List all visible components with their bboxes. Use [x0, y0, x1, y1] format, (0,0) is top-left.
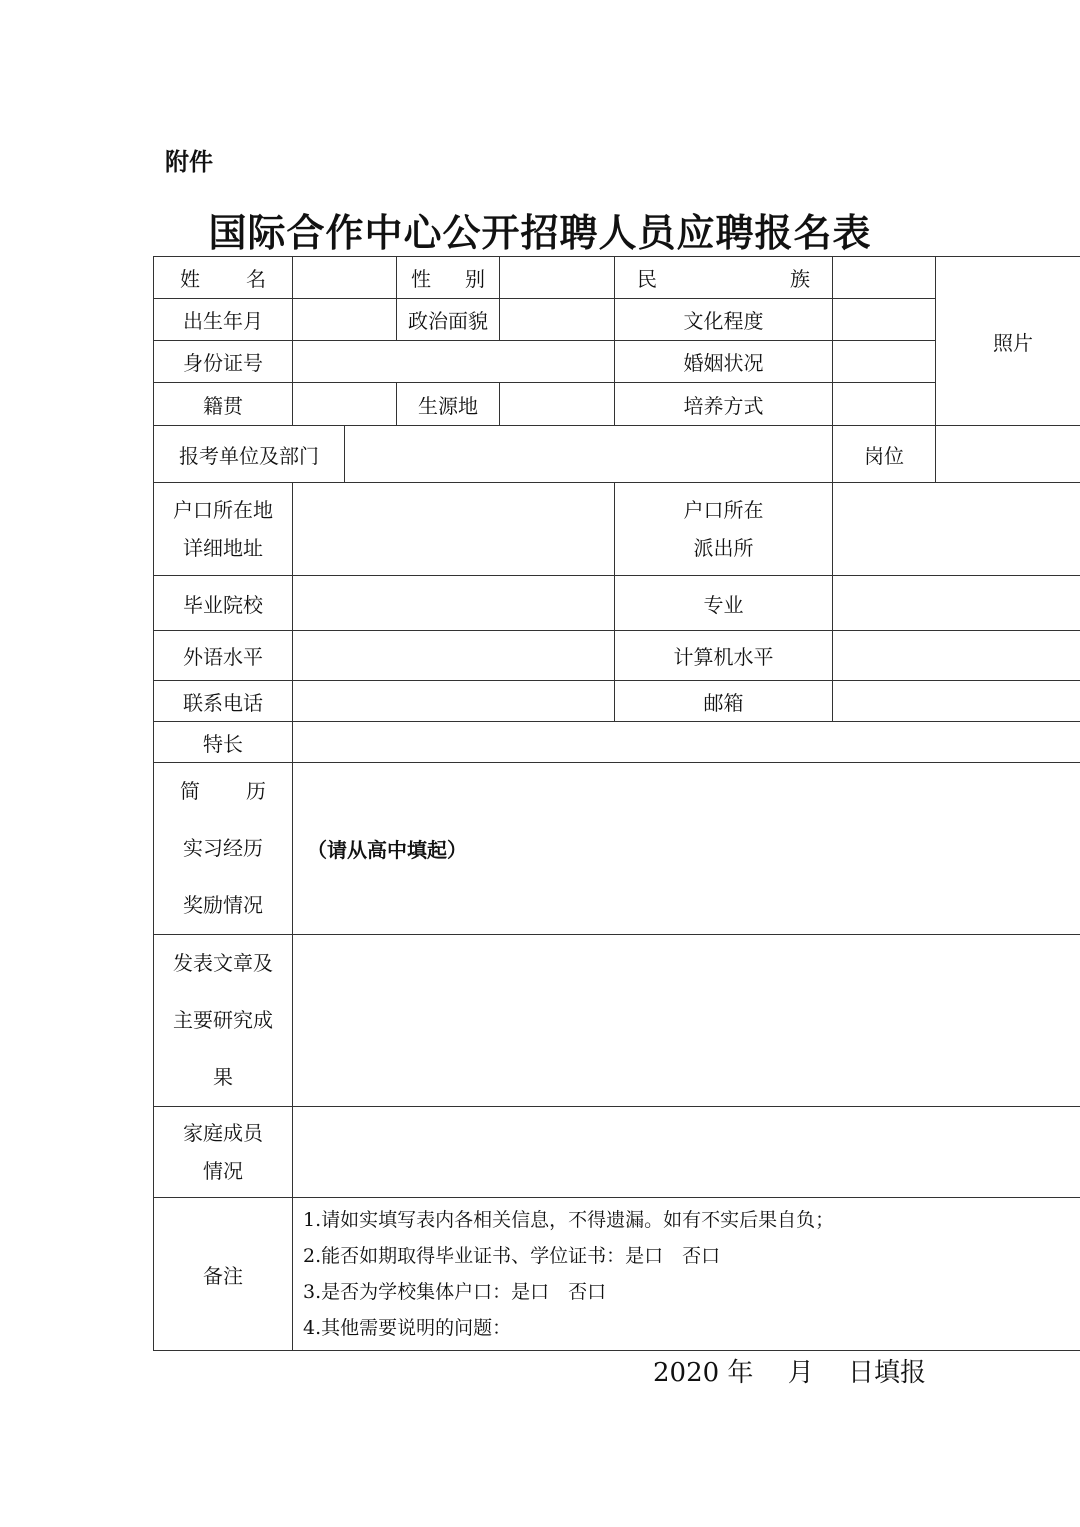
computer-label: 计算机水平: [615, 631, 833, 681]
school-field[interactable]: [293, 576, 615, 631]
specialty-label: 特长: [154, 722, 293, 763]
fill-date: 2020 年 月 日填报: [653, 1358, 926, 1388]
major-field[interactable]: [833, 576, 1080, 631]
id-number-field[interactable]: [293, 341, 615, 383]
photo-label: 照片: [993, 330, 1033, 355]
phone-field[interactable]: [293, 681, 615, 722]
family-label: 家庭成员 情况: [154, 1107, 293, 1198]
education-level-field[interactable]: [833, 299, 936, 341]
row-family: [154, 1107, 1080, 1198]
resume-hint: （请从高中填起）: [307, 838, 467, 862]
email-label: 邮箱: [615, 681, 833, 722]
hukou-police-label: 户口所在 派出所: [615, 483, 833, 576]
birth-label: 出生年月: [154, 299, 293, 341]
application-form-table: [153, 256, 1080, 1351]
political-label: 政治面貌: [397, 299, 500, 341]
position-label: 岗位: [833, 426, 936, 483]
row-basic-1: [154, 257, 1080, 299]
id-number-label: 身份证号: [154, 341, 293, 383]
hukou-police-field[interactable]: [833, 483, 1080, 576]
row-skills: [154, 631, 1080, 681]
marital-label: 婚姻状况: [615, 341, 833, 383]
row-resume: [154, 763, 1080, 935]
foreign-language-label: 外语水平: [154, 631, 293, 681]
attachment-label: 附件: [165, 148, 213, 176]
row-contact: [154, 681, 1080, 722]
form-title: 国际合作中心公开招聘人员应聘报名表: [208, 211, 872, 255]
native-place-field[interactable]: [293, 383, 397, 426]
foreign-language-field[interactable]: [293, 631, 615, 681]
school-label: 毕业院校: [154, 576, 293, 631]
row-applying: [154, 426, 1080, 483]
resume-label: 简 历 实习经历 奖励情况: [154, 763, 293, 935]
gender-label: 性 别: [397, 257, 500, 299]
remarks-content: [293, 1198, 1080, 1351]
remarks-label: 备注: [154, 1198, 293, 1351]
native-place-label: 籍贯: [154, 383, 293, 426]
name-label: 姓 名: [154, 257, 293, 299]
row-hukou: [154, 483, 1080, 576]
training-mode-field[interactable]: [833, 383, 936, 426]
remark-item-1: 1.请如实填写表内各相关信息，不得遗漏。如有不实后果自负；: [303, 1209, 835, 1231]
birth-field[interactable]: [293, 299, 397, 341]
applying-unit-label: 报考单位及部门: [154, 426, 345, 483]
gender-field[interactable]: [500, 257, 615, 299]
row-school: [154, 576, 1080, 631]
hukou-address-field[interactable]: [293, 483, 615, 576]
specialty-field[interactable]: [293, 722, 1080, 763]
photo-box[interactable]: [936, 257, 1080, 426]
publications-label: 发表文章及 主要研究成 果: [154, 935, 293, 1107]
major-label: 专业: [615, 576, 833, 631]
name-field[interactable]: [293, 257, 397, 299]
education-level-label: 文化程度: [615, 299, 833, 341]
row-publications: [154, 935, 1080, 1107]
hukou-address-label: 户口所在地 详细地址: [154, 483, 293, 576]
marital-field[interactable]: [833, 341, 936, 383]
remark-item-4: 4.其他需要说明的问题：: [303, 1317, 512, 1339]
origin-label: 生源地: [397, 383, 500, 426]
computer-field[interactable]: [833, 631, 1080, 681]
row-specialty: [154, 722, 1080, 763]
publications-field[interactable]: [293, 935, 1080, 1107]
phone-label: 联系电话: [154, 681, 293, 722]
resume-field[interactable]: [293, 763, 1080, 935]
political-field[interactable]: [500, 299, 615, 341]
applying-unit-field[interactable]: [345, 426, 833, 483]
training-mode-label: 培养方式: [615, 383, 833, 426]
ethnicity-field[interactable]: [833, 257, 936, 299]
row-remarks: [154, 1198, 1080, 1351]
ethnicity-label-cell: 民 族: [615, 257, 833, 299]
position-field[interactable]: [936, 426, 1080, 483]
origin-field[interactable]: [500, 383, 615, 426]
email-field[interactable]: [833, 681, 1080, 722]
remark-item-3: 3.是否为学校集体户口：是口 否口: [303, 1281, 607, 1303]
family-field[interactable]: [293, 1107, 1080, 1198]
remark-item-2: 2.能否如期取得毕业证书、学位证书：是口 否口: [303, 1245, 721, 1267]
